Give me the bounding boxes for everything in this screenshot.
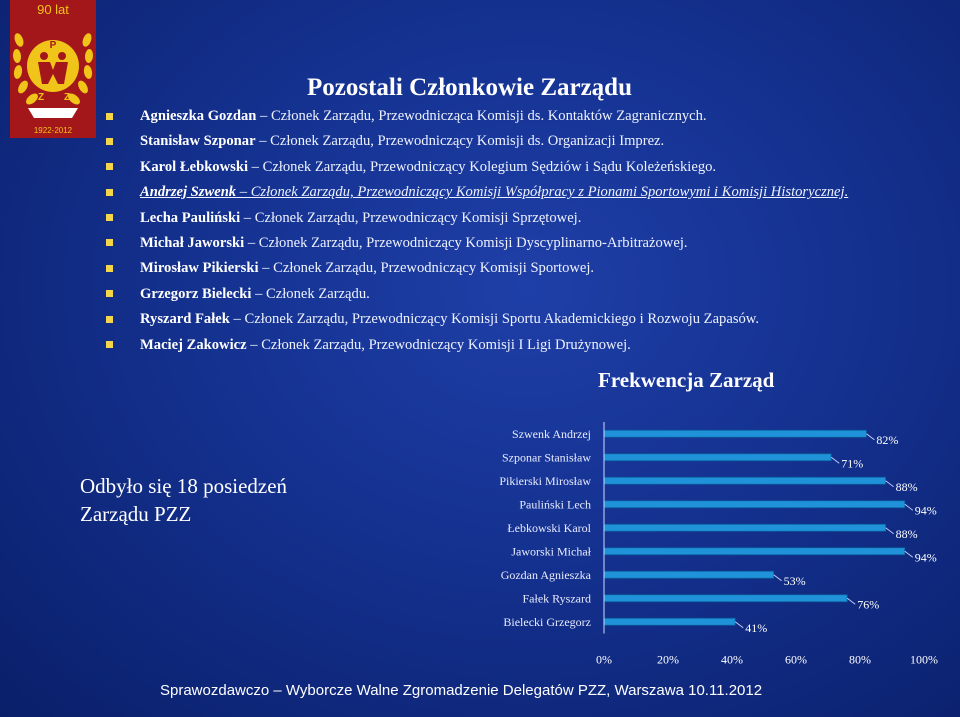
category-label: Szwenk Andrzej — [512, 426, 591, 441]
data-label: 88% — [895, 526, 918, 541]
bar — [604, 595, 847, 602]
bar — [604, 571, 774, 578]
footer-text: Sprawozdawczo – Wyborcze Walne Zgromadzenie Delegatów PZZ, Warszawa 10.11.2012 — [160, 682, 763, 699]
bar — [604, 430, 866, 437]
member-name: Stanisław Szponar — [140, 133, 256, 150]
category-label: Fałek Ryszard — [522, 591, 591, 606]
bar — [604, 501, 905, 508]
x-tick-label: 40% — [721, 652, 743, 667]
logo-letter-z-right: Z — [63, 92, 71, 103]
member-name: Andrzej Szwenk — [140, 184, 237, 201]
bar — [604, 477, 886, 484]
bar — [604, 524, 886, 531]
data-label: 94% — [914, 503, 937, 518]
x-tick-label: 100% — [910, 652, 938, 667]
slide-title: Pozostali Członkowie Zarządu — [307, 74, 632, 101]
member-role: – Członek Zarządu, Przewodniczący Komisji ds. Organizacji Imprez. — [255, 133, 665, 150]
x-tick-label: 80% — [849, 652, 871, 667]
x-tick-label: 60% — [785, 652, 807, 667]
x-tick-label: 20% — [657, 652, 679, 667]
data-label-leader — [886, 481, 894, 487]
bar — [604, 454, 831, 461]
bar — [604, 618, 735, 625]
category-label: Łebkowski Karol — [507, 520, 591, 535]
data-label-leader — [905, 504, 913, 510]
category-label: Jaworski Michał — [511, 544, 591, 559]
logo-anniversary-text: 90 lat — [37, 2, 69, 17]
member-name: Mirosław Pikierski — [140, 260, 259, 277]
data-label-leader — [866, 434, 874, 440]
member-role: – Członek Zarządu. — [251, 285, 370, 302]
x-tick-label: 0% — [596, 652, 612, 667]
data-label-leader — [831, 457, 839, 463]
category-label: Szponar Stanisław — [502, 450, 591, 465]
category-label: Gozdan Agnieszka — [500, 567, 591, 582]
member-name: Maciej Zakowicz — [140, 336, 247, 353]
member-name: Agnieszka Gozdan — [140, 108, 257, 124]
data-label-leader — [847, 598, 855, 604]
member-role: – Członek Zarządu, Przewodniczący Komisji Sprzętowej. — [240, 209, 582, 226]
data-label: 82% — [876, 432, 899, 447]
data-label: 88% — [895, 479, 918, 494]
meetings-line-2: Zarządu PZZ — [80, 502, 192, 526]
category-label: Bielecki Grzegorz — [503, 614, 591, 629]
logo-letter-p: P — [49, 40, 57, 51]
data-label: 76% — [857, 597, 880, 612]
member-name: Karol Łebkowski — [140, 158, 248, 175]
bar — [604, 548, 905, 555]
data-label-leader — [735, 622, 743, 628]
member-role: – Członek Zarządu, Przewodnicząca Komisji ds. Kontaktów Zagranicznych. — [256, 108, 707, 124]
chart-title: Frekwencja Zarząd — [598, 368, 775, 392]
member-role: – Członek Zarządu, Przewodniczący Komisji I Ligi Drużynowej. — [246, 336, 631, 353]
member-role: – Członek Zarządu, Przewodniczący Komisji Sportowej. — [258, 260, 595, 277]
member-role: – Członek Zarządu, Przewodniczący Komisji Dyscyplinarno-Arbitrażowej. — [244, 234, 688, 251]
member-name: Michał Jaworski — [140, 234, 245, 251]
member-name: Ryszard Fałek — [140, 311, 230, 328]
member-role: – Członek Zarządu, Przewodniczący Komisji Współpracy z Pionami Sportowymi i Komisji Historycznej. — [236, 184, 849, 201]
member-name: Grzegorz Bielecki — [140, 285, 252, 302]
logo-letter-z-left: Z — [37, 92, 45, 103]
member-name: Lecha Pauliński — [140, 209, 241, 226]
data-label-leader — [905, 551, 913, 557]
category-label: Pikierski Mirosław — [499, 473, 591, 488]
data-label: 53% — [783, 573, 806, 588]
member-role: – Członek Zarządu, Przewodniczący Kolegium Sędziów i Sądu Koleżeńskiego. — [248, 158, 717, 175]
data-label-leader — [886, 528, 894, 534]
data-label: 94% — [914, 550, 937, 565]
member-role: – Członek Zarządu, Przewodniczący Komisji Sportu Akademickiego i Rozwoju Zapasów. — [229, 311, 760, 328]
logo-years-text: 1922-2012 — [33, 126, 73, 135]
category-label: Pauliński Lech — [519, 497, 591, 512]
data-label: 71% — [841, 456, 864, 471]
data-label: 41% — [745, 620, 768, 635]
data-label-leader — [774, 575, 782, 581]
meetings-line-1: Odbyło się 18 posiedzeń — [80, 474, 288, 498]
